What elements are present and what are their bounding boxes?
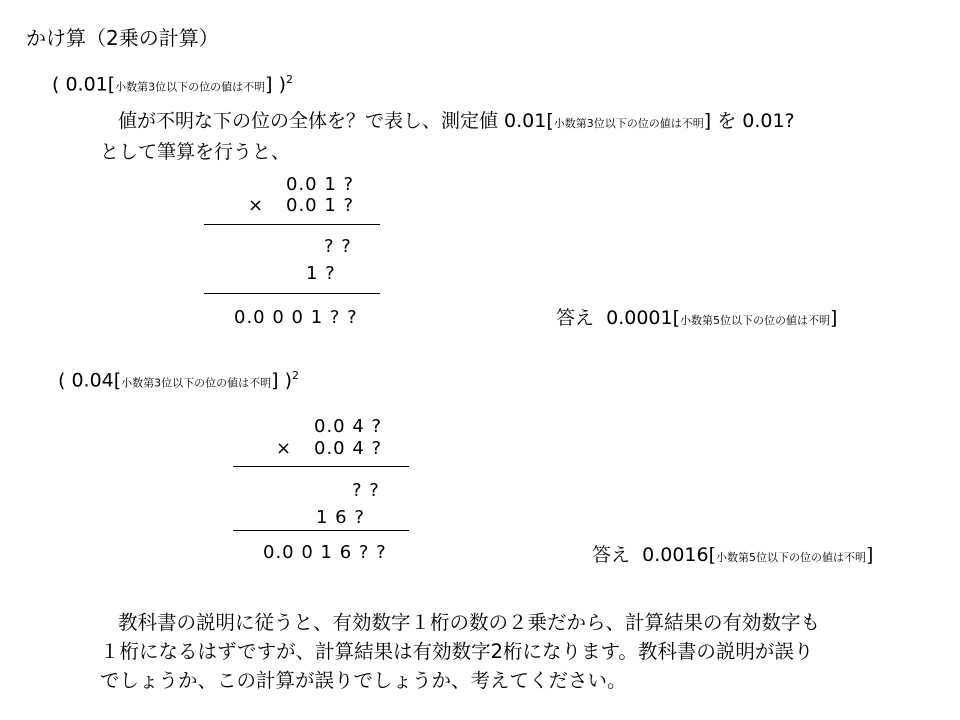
closing-line-3: でしょうか、この計算が誤りでしょうか、考えてください。 bbox=[100, 669, 627, 692]
answer-1: 答え 0.0001[小数第5位以下の位の値は不明] bbox=[556, 307, 838, 329]
calc-1-partial-1: ? ? bbox=[324, 236, 352, 257]
calc-2-partial-1: ? ? bbox=[352, 480, 380, 501]
expression-1 bbox=[52, 74, 293, 94]
calc-1-result: 0.0 0 0 1 ? ? bbox=[234, 307, 358, 328]
intro-note: 小数第3位以下の位の値は不明 bbox=[553, 117, 704, 130]
calc-1-partial-2: 1 ? bbox=[306, 263, 336, 284]
calc-2-rule-2 bbox=[233, 530, 409, 531]
intro-line-1 bbox=[118, 112, 795, 131]
answer-2-note: 小数第5位以下の位の値は不明 bbox=[716, 551, 867, 564]
calc-1-rule-2 bbox=[204, 293, 380, 294]
expression-2-note: 小数第3位以下の位の値は不明 bbox=[121, 376, 272, 390]
answer-2-label: 答え bbox=[592, 544, 631, 566]
expression-1-exponent: 2 bbox=[286, 73, 294, 86]
calc-1-operand-1: 0.0 1 ? bbox=[286, 174, 355, 195]
calc-2-operand-2: 0.0 4 ? bbox=[314, 438, 383, 459]
answer-1-label: 答え bbox=[556, 307, 595, 329]
answer-2: 答え 0.0016[小数第5位以下の位の値は不明] bbox=[592, 544, 874, 566]
expression-2 bbox=[58, 370, 299, 390]
expression-1-open: ( 0.01[ bbox=[52, 73, 116, 96]
calc-1-operand-2: 0.0 1 ? bbox=[286, 195, 355, 216]
calc-2-operand-1: 0.0 4 ? bbox=[314, 416, 383, 437]
calc-2-partial-2: 1 6 ? bbox=[316, 507, 365, 528]
intro-line-1-prefix: 値が不明な下の位の全体を？で表し、測定値 0.01[ bbox=[118, 110, 554, 132]
expression-1-close: ] ) bbox=[265, 73, 287, 96]
answer-1-note: 小数第5位以下の位の値は不明 bbox=[680, 314, 831, 327]
answer-1-value: 0.0001[ bbox=[606, 307, 681, 329]
calc-1-times-sign: × bbox=[248, 195, 265, 216]
expression-1-note: 小数第3位以下の位の値は不明 bbox=[115, 80, 266, 94]
expression-2-open: ( 0.04[ bbox=[58, 369, 122, 392]
calc-2-times-sign: × bbox=[276, 438, 293, 459]
closing-line-2: １桁になるはずですが、計算結果は有効数字2桁になります。教科書の説明が誤り bbox=[100, 640, 814, 663]
page-title: かけ算（2乗の計算） bbox=[26, 26, 219, 50]
calc-2-rule-1 bbox=[233, 466, 409, 467]
expression-2-exponent: 2 bbox=[292, 369, 300, 382]
calc-2-result: 0.0 0 1 6 ? ? bbox=[263, 542, 387, 563]
intro-line-1-mid: ] を 0.01? bbox=[703, 110, 795, 132]
intro-line-2: として筆算を行うと、 bbox=[100, 141, 291, 163]
closing-line-1: 教科書の説明に従うと、有効数字１桁の数の２乗だから、計算結果の有効数字も bbox=[118, 611, 821, 634]
answer-2-value: 0.0016[ bbox=[642, 544, 717, 566]
calc-1-rule-1 bbox=[204, 224, 380, 225]
expression-2-close: ] ) bbox=[271, 369, 293, 392]
